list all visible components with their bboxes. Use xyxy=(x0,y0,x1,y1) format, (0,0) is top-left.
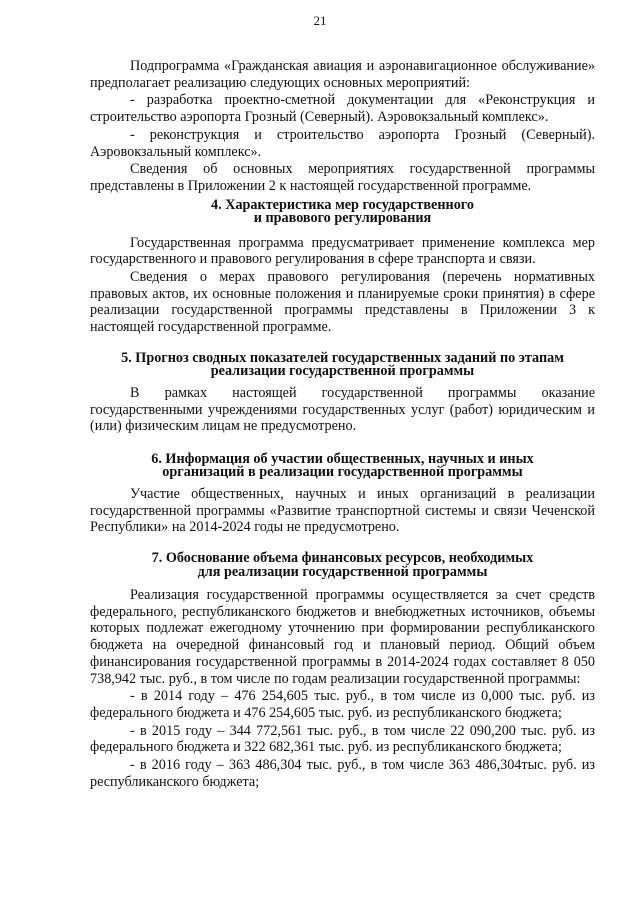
intro-paragraph-3: - реконструкция и строительство аэропорта Грозный (Северный). Аэровокзальный комплекс». xyxy=(90,126,595,160)
section-4-paragraph-1: Государственная программа предусматривает применение комплекса мер государственного и правового регулирования в сфере транспорта и связи. xyxy=(90,234,595,268)
spacer xyxy=(90,226,595,235)
section-6-heading-line-1: 6. Информация об участии общественных, научных и иных xyxy=(151,450,534,467)
section-7-paragraph-2016: - в 2016 году – 363 486,304 тыс. руб., в том числе 363 486,304тыс. руб. из республиканского бюджета; xyxy=(90,757,595,790)
section-7-paragraph-2015: - в 2015 году – 344 772,561 тыс. руб., в том числе 22 090,200 тыс. руб. из федерального бюджета и 322 682,361 тыс. руб. из республиканского бюджета; xyxy=(90,722,595,756)
section-5-heading-line-1: 5. Прогноз сводных показателей государственных заданий по этапам xyxy=(121,349,564,366)
document-body xyxy=(90,58,595,792)
section-6-paragraph-1: Участие общественных, научных и иных организаций в реализации государственной программы «Развитие транспортной системы и связи Чеченской Республики» на 2014-2024 годы не предусмотрено. xyxy=(90,485,595,536)
section-7-paragraph-2014: - в 2014 году – 476 254,605 тыс. руб., в том числе из 0,000 тыс. руб. из федерального бюджета и 476 254,605 тыс. руб. из республиканского бюджета; xyxy=(90,688,595,721)
section-7-heading-line-1: 7. Обоснование объема финансовых ресурсов, необходимых xyxy=(151,550,534,567)
section-7-heading-line-2: для реализации государственной программы xyxy=(197,563,488,580)
section-4-heading-line-1: 4. Характеристика мер государственного xyxy=(211,196,474,213)
intro-paragraph-4: Сведения об основных мероприятиях государственной программы представлены в Приложении 2 к настоящей государственной программе. xyxy=(90,161,595,194)
page-number: 21 xyxy=(313,13,327,28)
section-7-paragraph-1: Реализация государственной программы осуществляется за счет средств федерального, республиканского бюджетов и внебюджетных источников, объемы которых подлежат ежегодному уточнению при формировании республиканского бюджета на очередной финансовый год и плановый период. Общий объем финансирования государственной программы в 2014-2024 годах составляет 8 050 738,942 тыс. руб., в том числе по годам реализации государственной программы: xyxy=(90,587,595,687)
section-4-heading-line-2: и правового регулирования xyxy=(253,210,432,227)
intro-paragraph-2: - разработка проектно-сметной документации для «Реконструкция и строительство аэропорта Грозный (Северный). Аэровокзальный комплекс». xyxy=(90,92,595,126)
section-5-paragraph-1: В рамках настоящей государственной программы оказание государственными учреждениями государственных услуг (работ) юридическим и (или) физическим лицам не предусмотрено. xyxy=(90,384,595,435)
section-5-heading-line-2: реализации государственной программы xyxy=(210,363,475,380)
section-4-paragraph-2: Сведения о мерах правового регулирования (перечень нормативных правовых актов, их основные положения и планируемые сроки принятия) в сфере реализации государственной программы представлены в Приложении 3 к настоящей государственной программе. xyxy=(90,269,595,336)
section-6-heading-line-2: организаций в реализации государственной программы xyxy=(162,464,523,481)
intro-paragraph-1: Подпрограмма «Гражданская авиация и аэронавигационное обслуживание» предполагает реализацию следующих основных мероприятий: xyxy=(90,58,595,91)
spacer xyxy=(90,579,595,587)
